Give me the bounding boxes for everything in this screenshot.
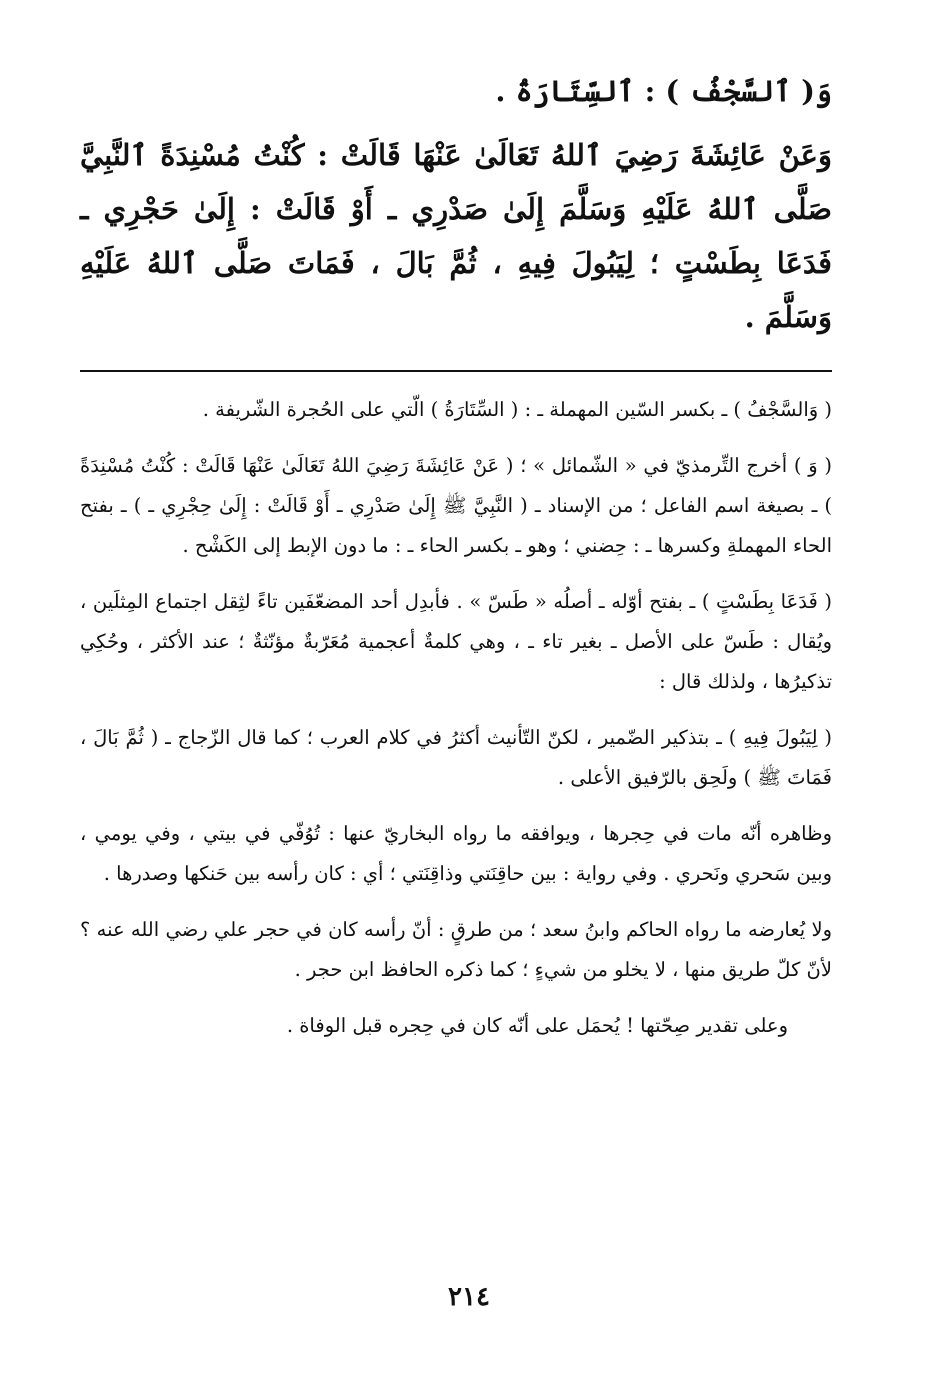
sharh-paragraph-3: ( فَدَعَا بِطَسْتٍ ) ـ بفتح أوّله ـ أصلُه « طَسّ » . فأبدِل أحد المضعّفَين تاءً لثِقل اجتماع المِثلَين ، ويُقال : طَسّ على الأصل ـ بغير تاء ـ ، وهي كلمةٌ أعجمية مُعَرّبةٌ مؤنّثةٌ ؛ عند الأكثر ، وحُكِي تذكيرُها ، ولذلك قال :: [80, 590, 832, 693]
page-body: [80, 64, 832, 1062]
matn-hadith: وَعَنْ عَائِشَةَ رَضِيَ ٱللهُ تَعَالَىٰ عَنْهَا قَالَتْ : كُنْتُ مُسْنِدَةً ٱلنَّبِيَّ صَلَّى ٱللهُ عَلَيْهِ وَسَلَّمَ إِلَىٰ صَدْرِي ـ أَوْ قَالَتْ : إِلَىٰ حَجْرِي ـ فَدَعَا بِطَسْتٍ ؛ لِيَبُولَ فِيهِ ، ثُمَّ بَالَ ، فَمَاتَ صَلَّى ٱللهُ عَلَيْهِ وَسَلَّمَ .: [80, 138, 832, 334]
page-number: ٢١٤: [448, 1282, 490, 1312]
sharh-paragraph-5: وظاهره أنّه مات في حِجرها ، ويوافقه ما رواه البخاريّ عنها : تُوُفّي في بيتي ، وفي يومي ، وبين سَحري ونَحري . وفي رواية : بين حاقِنَتي وذاقِنَتي ؛ أي : كان رأسه بين حَنكها وصدرها .: [80, 822, 832, 885]
sharh-paragraph-6: ولا يُعارضه ما رواه الحاكم وابنُ سعد ؛ من طرقٍ : أنّ رأسه كان في حجر علي رضي الله عنه ؟ لأنّ كلّ طريق منها ، لا يخلو من شيءٍ ؛ كما ذكره الحافظ ابن حجر .: [80, 918, 832, 981]
sharh-paragraph-2: ( وَ ) أخرج التِّرمذيّ في « الشّمائل » ؛ ( عَنْ عَائِشَةَ رَضِيَ اللهُ تَعَالَىٰ عَنْهَا قَالَتْ : كُنْتُ مُسْنِدَةً ) ـ بصيغة اسم الفاعل ؛ من الإسناد ـ ( النَّبِيَّ ﷺ إِلَىٰ صَدْرِي ـ أَوْ قَالَتْ : إِلَىٰ حِجْرِي ـ ) ـ بفتح الحاء المهملةِ وكسرها ـ : حِضني ؛ وهو ـ بكسر الحاء ـ : ما دون الإبط إلى الكَشْح .: [80, 454, 832, 557]
sharh-paragraph-7: وعلى تقدير صِحّتها ! يُحمَل على أنّه كان في حِجره قبل الوفاة .: [286, 1014, 788, 1037]
matn-definition-line: وَ( ٱلسَّجْفُ ) : ٱلسِّتَارَةُ .: [495, 74, 832, 108]
footnote-divider: [80, 370, 832, 372]
sharh-paragraph-4: ( لِيَبُولَ فِيهِ ) ـ بتذكير الضّمير ، لكنّ التّأنيث أكثرُ في كلام العرب ؛ كما قال الزّجاج ـ ( ثُمَّ بَالَ ، فَمَاتَ ﷺ ) ولَحِق بالرّفيق الأعلى .: [80, 726, 832, 789]
sharh-paragraph-1: ( وَالسَّجْفُ ) ـ بكسر السّين المهملة ـ : ( السِّتَارَةُ ) الّتي على الحُجرة الشّريفة .: [202, 398, 832, 421]
